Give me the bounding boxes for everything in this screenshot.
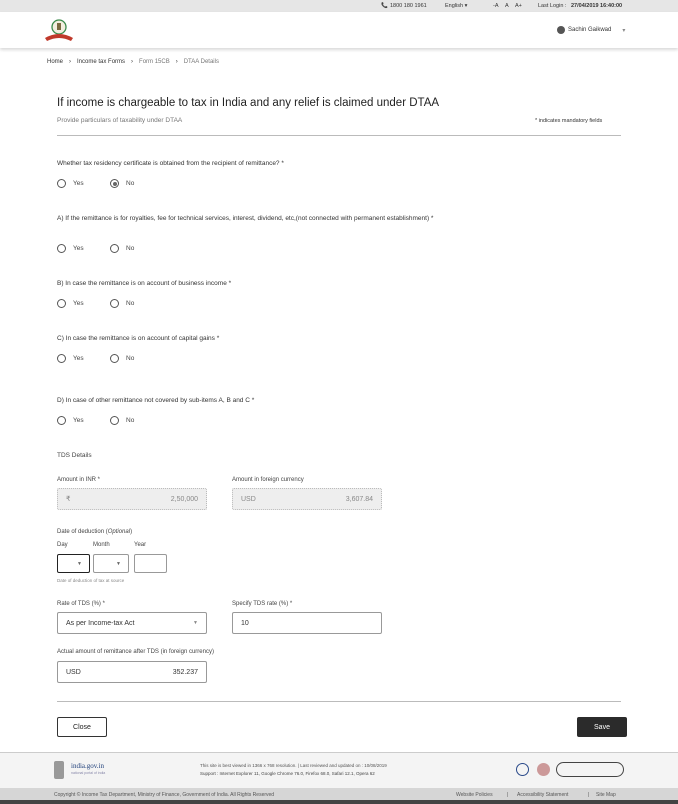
- save-button[interactable]: Save: [577, 717, 627, 737]
- copyright-text: Copyright © Income Tax Department, Ministry of Finance, Government of India. All Rights Reserved: [54, 792, 275, 798]
- radio-label: Yes: [73, 355, 84, 362]
- actual-amount-value: 352.237: [172, 668, 198, 676]
- question-label: C) In case the remittance is on account of capital gains *: [57, 335, 220, 342]
- radio-no[interactable]: [110, 179, 134, 188]
- radio-circle-icon: [57, 179, 66, 188]
- national-emblem-icon: [54, 761, 64, 779]
- copyright-bar: Copyright © Income Tax Department, Ministry of Finance, Government of India. All Rights Reserved Website Policies | Accessibility Statement | Site Map: [0, 788, 678, 800]
- emblem-logo[interactable]: [43, 18, 75, 42]
- question-label: A) If the remittance is for royalties, fee for technical services, interest, dividend, etc,(not connected with permanent establishment) *: [57, 215, 434, 222]
- radio-circle-icon: [110, 416, 119, 425]
- radio-label: No: [126, 417, 135, 424]
- month-label: Month: [93, 542, 110, 548]
- footer: [0, 752, 678, 788]
- radio-circle-icon: [110, 354, 119, 363]
- radio-no[interactable]: [110, 244, 134, 253]
- radio-label: No: [126, 355, 135, 362]
- radio-yes[interactable]: [57, 179, 84, 188]
- month-select[interactable]: [93, 554, 129, 573]
- language-select[interactable]: English ▾: [445, 3, 468, 9]
- breadcrumb-form-15cb[interactable]: Form 15CB: [139, 59, 170, 65]
- radio-label: Yes: [73, 300, 84, 307]
- radio-yes[interactable]: [57, 354, 84, 363]
- rate-label: Rate of TDS (%) *: [57, 601, 105, 607]
- radio-circle-icon: [57, 299, 66, 308]
- specify-rate-input[interactable]: [232, 612, 382, 634]
- close-button[interactable]: Close: [57, 717, 107, 737]
- accessibility-badge-icon: [556, 762, 624, 777]
- divider: [57, 135, 621, 136]
- chevron-down-icon: ▼: [193, 620, 198, 626]
- page-subtitle: Provide particulars of taxability under DTAA: [57, 117, 183, 124]
- actual-amount-label: Actual amount of remittance after TDS (in foreign currency): [57, 649, 214, 655]
- question-label: B) In case the remittance is on account of business income *: [57, 280, 232, 287]
- year-label: Year: [134, 542, 147, 548]
- footer-info-1: This site is best viewed in 1366 x 768 resolution. | Last reviewed and updated on : 10/08/2019: [200, 763, 387, 768]
- amount-inr-field: [57, 488, 207, 510]
- day-select[interactable]: [57, 554, 90, 573]
- chevron-right-icon: ›: [69, 59, 72, 65]
- radio-no[interactable]: [110, 416, 134, 425]
- helpline-number: 1800 180 1961: [390, 3, 427, 9]
- user-icon: [557, 26, 565, 34]
- mandatory-note: * indicates mandatory fields: [535, 118, 603, 124]
- accessibility-statement-link[interactable]: Accessibility Statement: [517, 792, 569, 798]
- radio-label: Yes: [73, 417, 84, 424]
- radio-label: No: [126, 245, 135, 252]
- amount-foreign-value: 3,607.84: [345, 495, 373, 503]
- radio-circle-icon: [57, 354, 66, 363]
- date-label: Date of deduction (Optional): [57, 529, 133, 535]
- radio-yes[interactable]: [57, 244, 84, 253]
- header: [0, 12, 678, 48]
- website-policies-link[interactable]: Website Policies: [456, 792, 493, 798]
- footer-info-2: Support : Internet Explorer 11, Google Chrome 76.0, Firefox 68.0, Safari 12.1, Opera 62: [200, 771, 375, 776]
- chevron-right-icon: ›: [175, 59, 178, 65]
- amount-inr-value: 2,50,000: [170, 495, 198, 503]
- rupee-prefix: ₹: [66, 496, 71, 503]
- font-increase[interactable]: A+: [515, 3, 522, 9]
- radio-yes[interactable]: [57, 299, 84, 308]
- chevron-down-icon: ▾: [622, 27, 626, 34]
- radio-label: No: [126, 180, 135, 187]
- india-gov-sub: national portal of india: [71, 771, 106, 775]
- radio-yes[interactable]: [57, 416, 84, 425]
- breadcrumb-current: DTAA Details: [183, 59, 219, 65]
- radio-label: No: [126, 300, 135, 307]
- date-help-text: Date of deduction of tax at source: [57, 578, 125, 583]
- question-label: Whether tax residency certificate is obtained from the recipient of remittance? *: [57, 160, 284, 167]
- font-decrease[interactable]: -A: [493, 3, 499, 9]
- currency-prefix: USD: [241, 495, 256, 503]
- font-normal[interactable]: A: [505, 3, 509, 9]
- certification-badge-icon: [516, 763, 529, 776]
- user-name: Sachin Gaikwad: [568, 27, 612, 33]
- page-title: If income is chargeable to tax in India and any relief is claimed under DTAA: [57, 97, 440, 109]
- radio-circle-icon: [110, 299, 119, 308]
- breadcrumb-income-tax-forms[interactable]: Income tax Forms: [77, 59, 126, 65]
- chevron-down-icon: ▼: [77, 560, 82, 567]
- radio-no[interactable]: [110, 354, 134, 363]
- actual-amount-field: [57, 661, 207, 683]
- question-label: D) In case of other remittance not covered by sub-items A, B and C *: [57, 397, 255, 404]
- day-label: Day: [57, 542, 68, 548]
- amount-foreign-field: [232, 488, 382, 510]
- radio-no[interactable]: [110, 299, 134, 308]
- bottom-strip: [0, 800, 678, 804]
- digital-india-badge-icon: [537, 763, 550, 776]
- year-input[interactable]: [134, 554, 167, 573]
- last-login-value: 27/04/2019 16:40:00: [571, 3, 623, 9]
- radio-label: Yes: [73, 180, 84, 187]
- phone-icon: 📞: [381, 3, 388, 9]
- site-map-link[interactable]: Site Map: [596, 792, 616, 798]
- radio-circle-icon: [57, 416, 66, 425]
- top-bar: [0, 0, 678, 12]
- radio-label: Yes: [73, 245, 84, 252]
- radio-circle-icon: [57, 244, 66, 253]
- breadcrumb-home[interactable]: Home: [47, 59, 64, 65]
- user-menu[interactable]: [557, 26, 625, 34]
- radio-circle-icon: [110, 179, 119, 188]
- tds-heading: TDS Details: [57, 452, 92, 459]
- rate-value: As per Income-tax Act: [66, 619, 135, 627]
- chevron-down-icon: ▼: [116, 560, 121, 567]
- currency-prefix: USD: [66, 668, 81, 676]
- last-login-label: Last Login :: [538, 3, 567, 9]
- amount-inr-label: Amount in INR *: [57, 477, 101, 483]
- india-gov-link[interactable]: india.gov.in: [71, 762, 104, 770]
- amount-foreign-label: Amount in foreign currency: [232, 477, 304, 483]
- radio-circle-icon: [110, 244, 119, 253]
- specify-rate-label: Specify TDS rate (%) *: [232, 601, 293, 607]
- divider: [57, 701, 621, 702]
- specify-rate-value: 10: [241, 619, 249, 627]
- rate-select[interactable]: [57, 612, 207, 634]
- breadcrumb: [47, 59, 219, 65]
- chevron-right-icon: ›: [131, 59, 134, 65]
